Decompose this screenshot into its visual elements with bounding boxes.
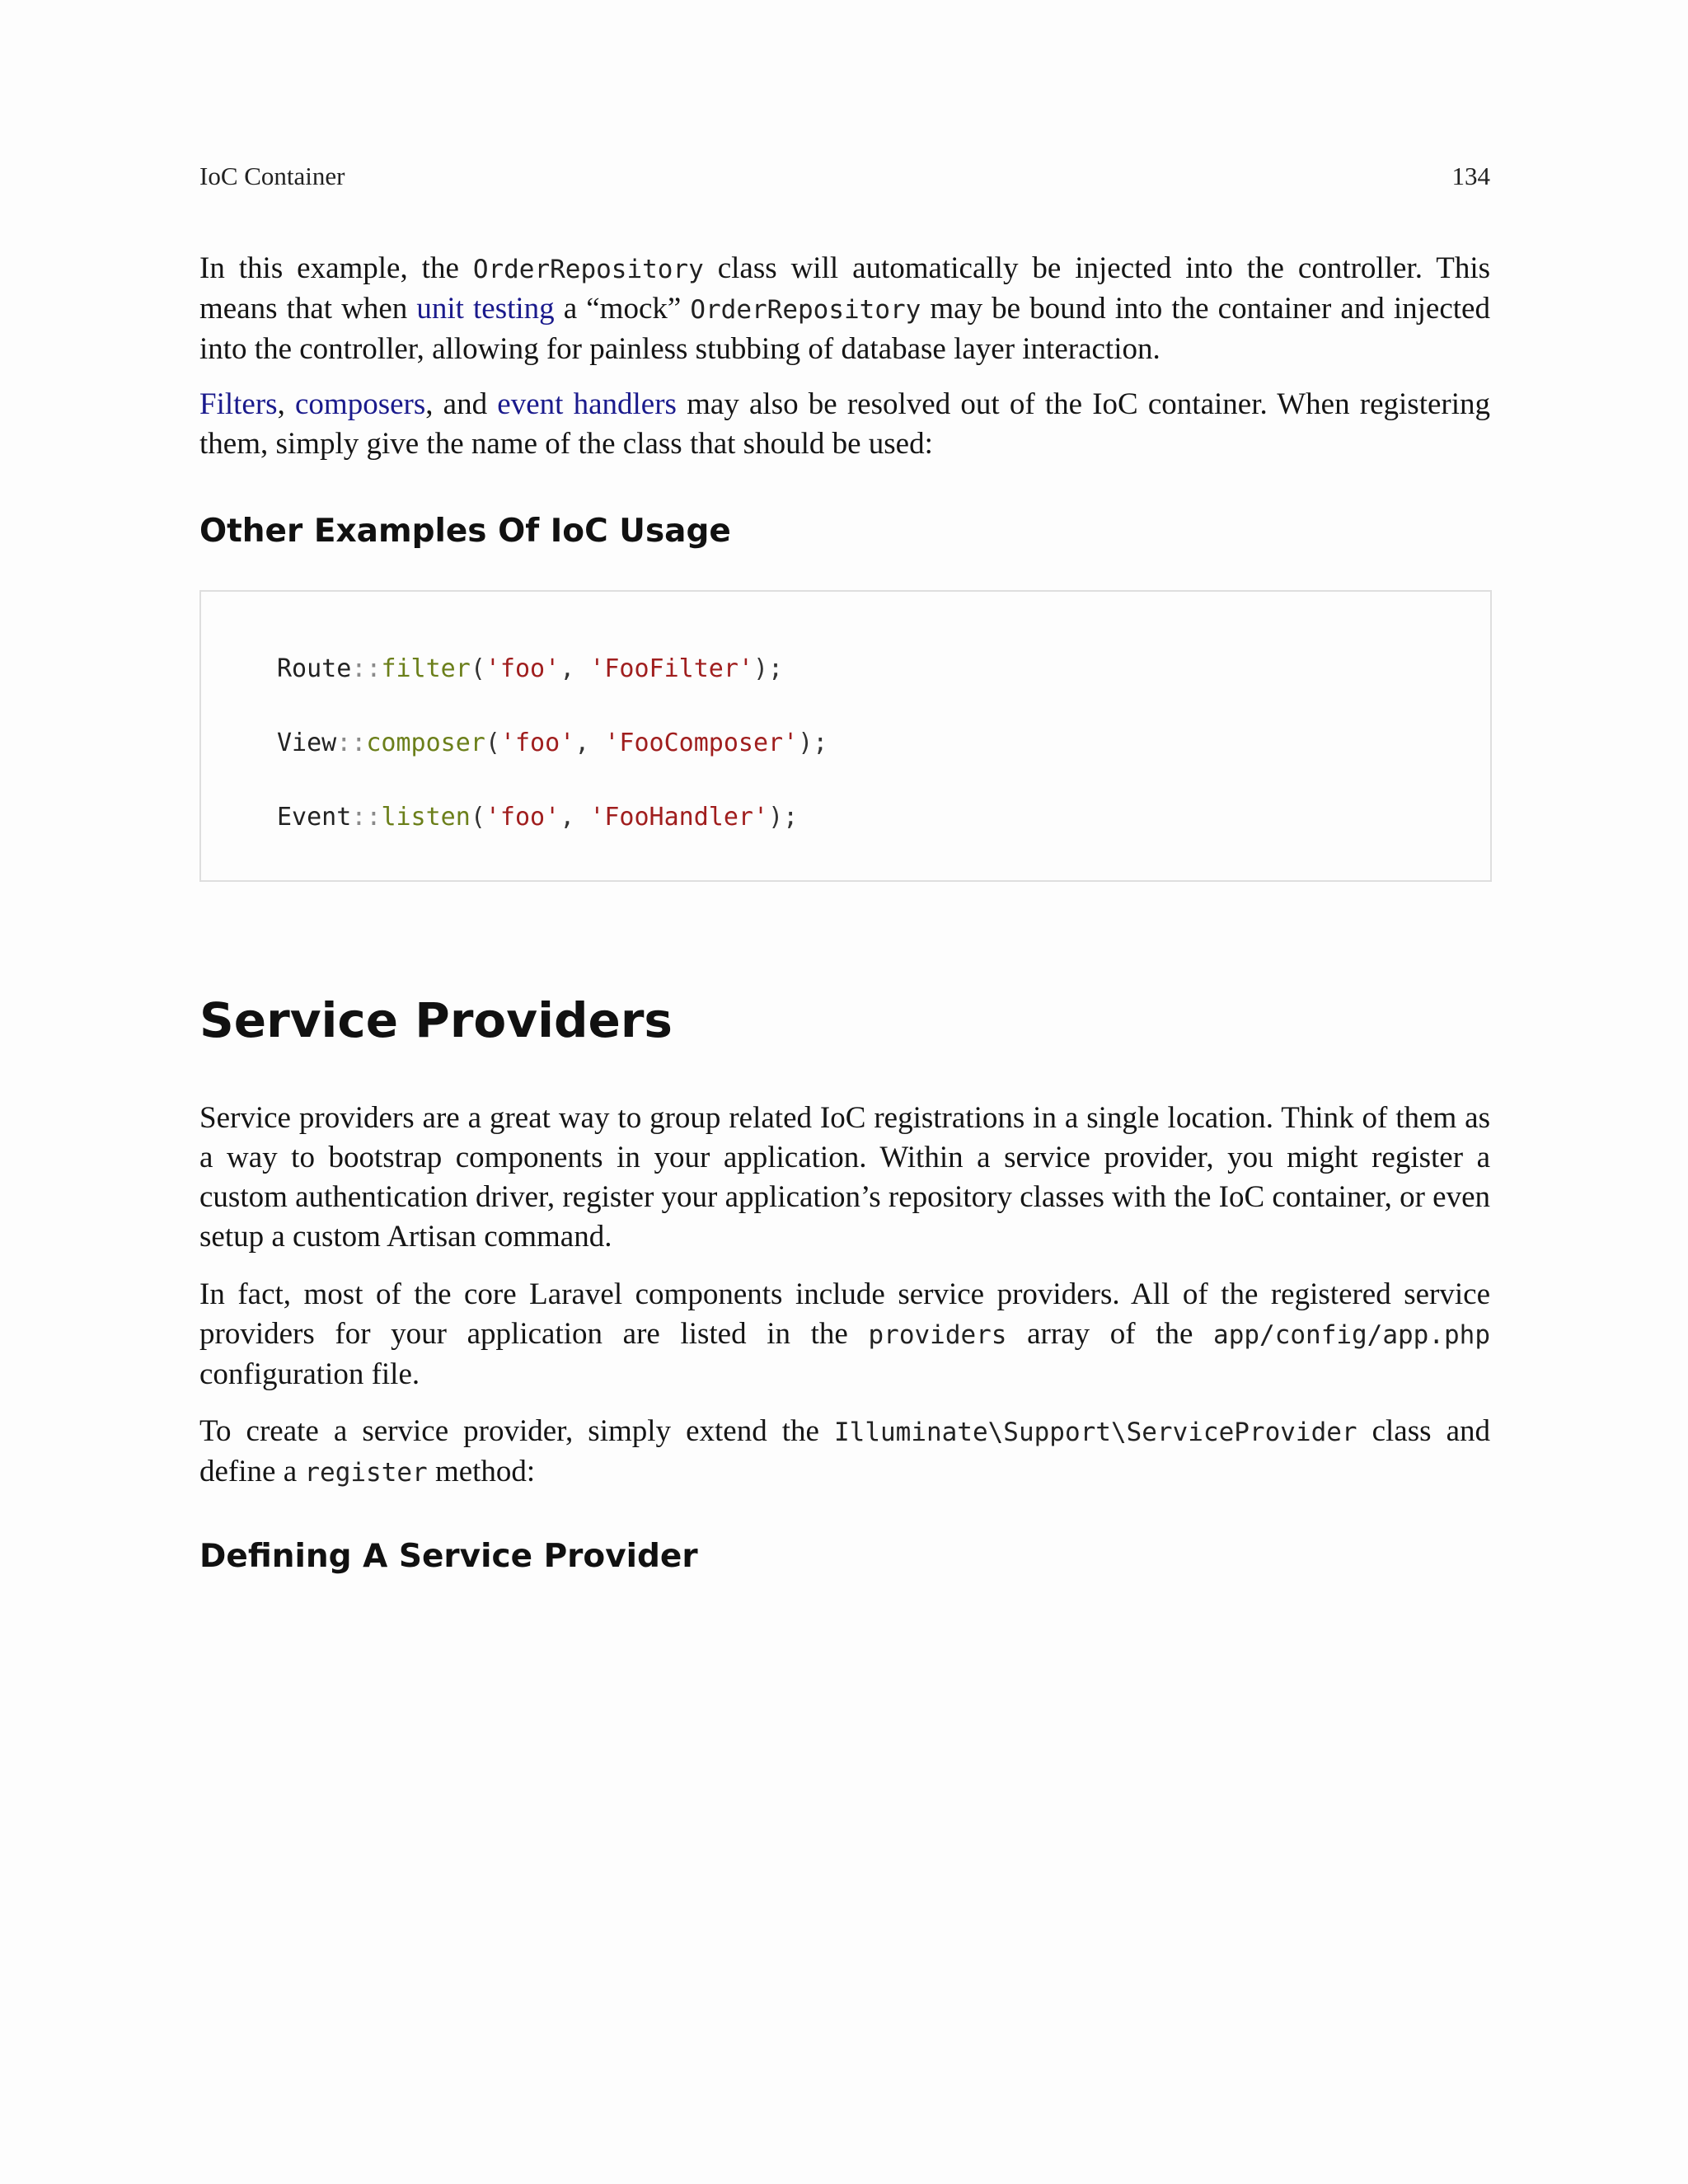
heading-other-examples: Other Examples Of IoC Usage bbox=[199, 513, 731, 550]
code-string: 'foo' bbox=[485, 803, 560, 832]
paragraph-filters-composers bbox=[199, 385, 1490, 464]
text: a “mock” bbox=[554, 292, 691, 326]
inline-code: providers bbox=[868, 1320, 1007, 1350]
inline-code: OrderRepository bbox=[690, 295, 921, 325]
text: method: bbox=[427, 1455, 536, 1488]
code-punctuation: ( bbox=[485, 729, 500, 757]
page-number: 134 bbox=[1451, 162, 1490, 190]
text: may also be resolved out of the IoC container. When registering them, simply give the name of the class that should be used: bbox=[199, 387, 1490, 461]
heading-defining-provider: Defining A Service Provider bbox=[199, 1538, 698, 1575]
code-string: 'foo' bbox=[485, 654, 560, 683]
code-block bbox=[199, 590, 1492, 882]
code-punctuation: ( bbox=[470, 803, 485, 832]
text: In this example, the bbox=[199, 251, 473, 285]
code-function: filter bbox=[381, 654, 471, 683]
text: class and define a bbox=[199, 1414, 1490, 1488]
text: class will automatically be injected into the controller. This means that when bbox=[199, 251, 1490, 326]
text: , bbox=[277, 387, 295, 421]
code-line bbox=[277, 654, 783, 683]
text: may be bound into the container and injected into the controller, allowing for painless stubbing of database layer interaction. bbox=[199, 292, 1490, 366]
paragraph-create-provider bbox=[199, 1412, 1490, 1493]
inline-code: Illuminate\Support\ServiceProvider bbox=[834, 1418, 1357, 1447]
chapter-title: IoC Container bbox=[199, 162, 345, 190]
link-unit-testing[interactable]: unit testing bbox=[416, 292, 555, 326]
code-class: Route bbox=[277, 654, 352, 683]
code-operator: :: bbox=[336, 729, 367, 757]
code-punctuation: ); bbox=[798, 729, 828, 757]
code-function: composer bbox=[366, 729, 485, 757]
code-punctuation: ( bbox=[470, 654, 485, 683]
text: To create a service provider, simply extend the bbox=[199, 1414, 834, 1448]
paragraph-order-repository bbox=[199, 249, 1490, 369]
code-class: Event bbox=[277, 803, 352, 832]
code-line bbox=[277, 803, 798, 832]
code-line bbox=[277, 729, 828, 757]
code-punctuation: ); bbox=[768, 803, 799, 832]
heading-service-providers: Service Providers bbox=[199, 992, 673, 1048]
link-event-handlers[interactable]: event handlers bbox=[497, 387, 677, 421]
code-punctuation: , bbox=[560, 654, 590, 683]
code-function: listen bbox=[381, 803, 471, 832]
text: In fact, most of the core Laravel components include service providers. All of the registered service providers for your application are listed in the bbox=[199, 1277, 1490, 1351]
code-operator: :: bbox=[351, 803, 382, 832]
inline-code: OrderRepository bbox=[472, 255, 704, 284]
code-string: 'foo' bbox=[499, 729, 575, 757]
code-class: View bbox=[277, 729, 337, 757]
text: , and bbox=[425, 387, 498, 421]
link-filters[interactable]: Filters bbox=[199, 387, 278, 421]
inline-code: app/config/app.php bbox=[1213, 1320, 1490, 1350]
link-composers[interactable]: composers bbox=[295, 387, 426, 421]
code-string: 'FooFilter' bbox=[589, 654, 753, 683]
code-punctuation: , bbox=[574, 729, 605, 757]
code-operator: :: bbox=[351, 654, 382, 683]
text: array of the bbox=[1006, 1317, 1214, 1351]
text: configuration file. bbox=[199, 1357, 420, 1391]
code-string: 'FooComposer' bbox=[604, 729, 799, 757]
paragraph-service-providers-intro: Service providers are a great way to group related IoC registrations in a single location. Think of them as a way to bootstrap components in your application. Within a service provider, you might register a custom authentication driver, register your application’s repository classes with the IoC container, or even setup a custom Artisan command. bbox=[199, 1101, 1490, 1254]
code-punctuation: ); bbox=[753, 654, 784, 683]
paragraph-core-components bbox=[199, 1275, 1490, 1394]
code-string: 'FooHandler' bbox=[589, 803, 769, 832]
inline-code: register bbox=[304, 1458, 428, 1488]
code-punctuation: , bbox=[560, 803, 590, 832]
